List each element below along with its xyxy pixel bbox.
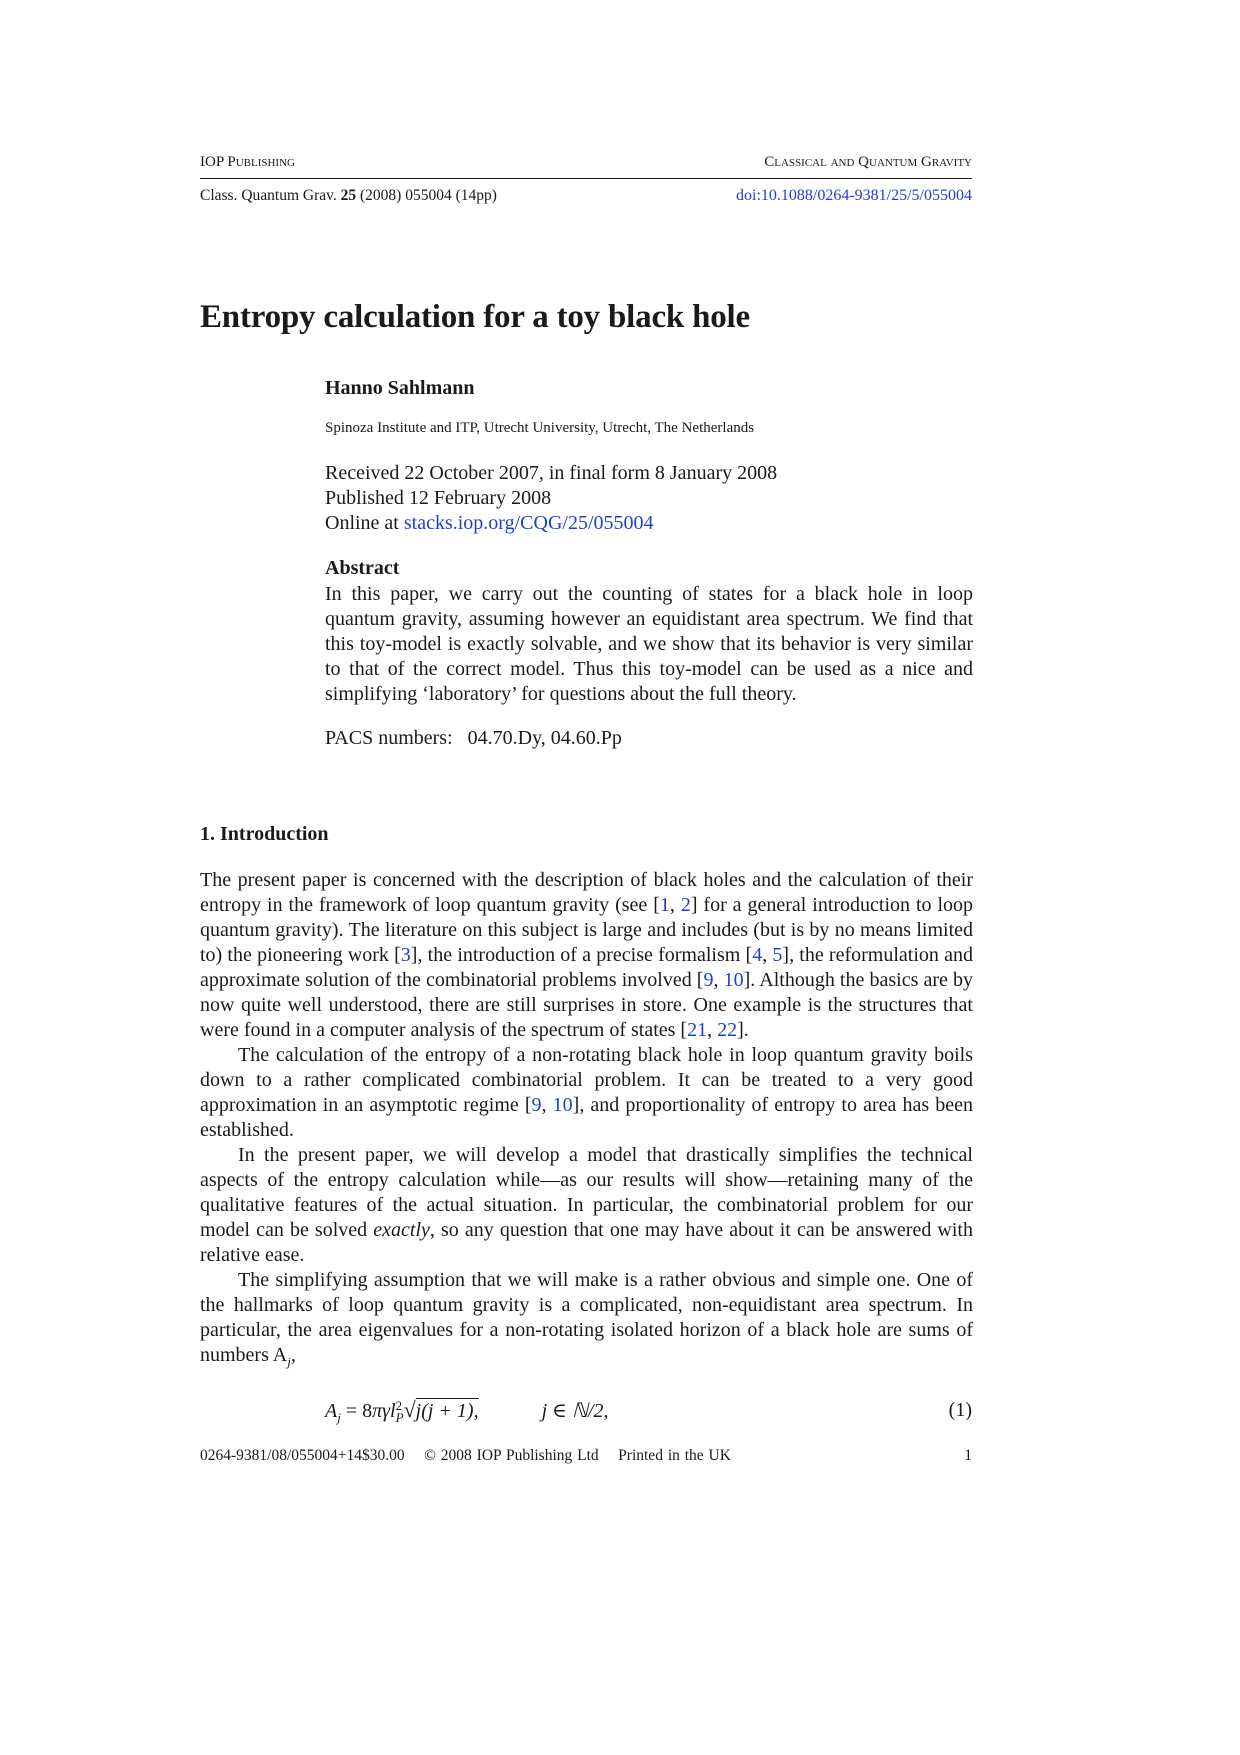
header-rule xyxy=(200,178,972,179)
citation xyxy=(200,187,497,205)
ref-link-10[interactable]: 10 xyxy=(552,1094,573,1116)
footer-copyright: 0264-9381/08/055004+14$30.00 © 2008 IOP Publishing Ltd Printed in the UK xyxy=(200,1447,731,1464)
citation-suffix: (2008) 055004 (14pp) xyxy=(360,187,497,204)
ref-link-2[interactable]: 2 xyxy=(680,894,691,916)
publication-dates xyxy=(325,461,777,536)
eq-l-sub: P xyxy=(395,1410,404,1426)
text-run: In the present paper, we will develop a model that drastically simplifies the technical aspects of the entropy calculation while—as our results will show—retaining many of the qualitative features of the actual situation. In particular, the combinatorial problem for our model can be solved xyxy=(200,1144,973,1241)
text-run: ]. xyxy=(737,1019,749,1041)
eq-equals: = 8 xyxy=(340,1400,373,1422)
paper-title: Entropy calculation for a toy black hole xyxy=(200,299,750,335)
abstract-text: In this paper, we carry out the counting of states for a black hole in loop quantum gravity, assuming however an equidistant area spectrum. We find that this toy-model is exactly solvable, and we show that its behavior is very similar to that of the correct model. Thus this toy-model can be used as a nice and simplifying ‘laboratory’ for questions about the full theory. xyxy=(325,583,973,705)
equation-number: (1) xyxy=(948,1399,972,1421)
eq-condition: j ∈ ℕ/2, xyxy=(541,1400,609,1422)
page-number: 1 xyxy=(964,1447,972,1464)
ref-link-3[interactable]: 3 xyxy=(400,944,411,966)
paragraph-2: The calculation of the entropy of a non-rotating black hole in loop quantum gravity boils down to a rather complicated combinatorial problem. It can be treated to a very good approximation in an asymptotic regime [9, 10], and proportionality of entropy to area has been established. xyxy=(200,1044,974,1141)
ref-link-21[interactable]: 21 xyxy=(687,1019,708,1041)
citation-volume: 25 xyxy=(340,187,357,204)
author-name: Hanno Sahlmann xyxy=(325,377,475,399)
text-run: The calculation of the entropy of a non-rotating black hole in loop quantum gravity boils down to a rather complicated combinatorial problem. It can be treated to a very good approximation in an asymptotic regime [ xyxy=(200,1044,973,1116)
abstract-heading: Abstract xyxy=(325,557,400,579)
text-run: The present paper is concerned with the description of black holes and the calculation of their entropy in the framework of loop quantum gravity (see [ xyxy=(200,869,973,916)
equation-1 xyxy=(325,1397,609,1426)
subscript-j: j xyxy=(287,1354,291,1369)
published-date: Published 12 February 2008 xyxy=(325,487,552,509)
section-heading: 1. Introduction xyxy=(200,823,329,845)
sqrt-icon: √ xyxy=(403,1397,416,1422)
text-run: ], the reformulation and approximate solution of the combinatorial problems involved [ xyxy=(200,944,973,991)
eq-lhs-sub: j xyxy=(337,1410,341,1425)
text-run: ], and proportionality of entropy to area has been established. xyxy=(200,1094,974,1141)
emphasis: exactly xyxy=(373,1219,430,1241)
journal-name: Classical and Quantum Gravity xyxy=(764,154,972,170)
online-line xyxy=(325,511,777,536)
text-run: The simplifying assumption that we will make is a rather obvious and simple one. One of the hallmarks of loop quantum gravity is a complicated, non-equidistant area spectrum. In particular, the area eigenvalues for a non-rotating isolated horizon of a black hole are sums of numbers A xyxy=(200,1269,973,1366)
ref-link-9[interactable]: 9 xyxy=(531,1094,542,1116)
doi-link[interactable]: doi:10.1088/0264-9381/25/5/055004 xyxy=(736,187,972,204)
online-prefix: Online at xyxy=(325,512,399,534)
ref-link-1[interactable]: 1 xyxy=(659,894,670,916)
online-link[interactable]: stacks.iop.org/CQG/25/055004 xyxy=(403,512,654,534)
author-affiliation: Spinoza Institute and ITP, Utrecht University, Utrecht, The Netherlands xyxy=(325,420,755,436)
eq-gamma: γ xyxy=(382,1400,391,1422)
text-run: ]. Although the basics are by now quite well understood, there are still surprises in store. One example is the structures that were found in a computer analysis of the spectrum of states [ xyxy=(200,969,974,1041)
ref-link-9[interactable]: 9 xyxy=(703,969,714,991)
text-run: ] for a general introduction to loop quantum gravity). The literature on this subject is large and includes (but is by no means limited to) the pioneering work [ xyxy=(200,894,973,966)
ref-link-22[interactable]: 22 xyxy=(717,1019,738,1041)
ref-link-10[interactable]: 10 xyxy=(723,969,744,991)
text-run: ], the introduction of a precise formalism [ xyxy=(410,944,753,966)
eq-sqrt-arg: j(j + 1), xyxy=(415,1400,479,1422)
ref-link-5[interactable]: 5 xyxy=(772,944,783,966)
received-date: Received 22 October 2007, in final form 8 January 2008 xyxy=(325,462,778,484)
pacs-numbers: PACS numbers: 04.70.Dy, 04.60.Pp xyxy=(325,727,622,749)
ref-link-4[interactable]: 4 xyxy=(752,944,763,966)
section-body xyxy=(200,868,973,1374)
eq-pi: π xyxy=(372,1400,383,1422)
paragraph-4: The simplifying assumption that we will make is a rather obvious and simple one. One of the hallmarks of loop quantum gravity is a complicated, non-equidistant area spectrum. In particular, the area eigenvalues for a non-rotating isolated horizon of a black hole are sums of numbers $A_j$, xyxy=(200,1269,973,1369)
eq-l: l xyxy=(390,1400,396,1422)
eq-l-sup: 2 xyxy=(395,1398,403,1414)
paragraph-3 xyxy=(200,1143,973,1268)
eq-lhs: A xyxy=(325,1400,338,1422)
paragraph-1: The present paper is concerned with the description of black holes and the calculation of their entropy in the framework of loop quantum gravity (see [1, 2] for a general introduction to loop quantum gravity). The literature on this subject is large and includes (but is by no means limited to) the pioneering work [3], the introduction of a precise formalism [4, 5], the reformulation and approximate solution of the combinatorial problems involved [9, 10]. Although the basics are by now quite well understood, there are still surprises in store. One example is the structures that were found in a computer analysis of the spectrum of states [21, 22]. xyxy=(200,869,974,1041)
citation-prefix: Class. Quantum Grav. xyxy=(200,187,337,204)
text-run: , so any question that one may have about it can be answered with relative ease. xyxy=(200,1219,973,1266)
publisher-name: IOP Publishing xyxy=(200,154,295,170)
